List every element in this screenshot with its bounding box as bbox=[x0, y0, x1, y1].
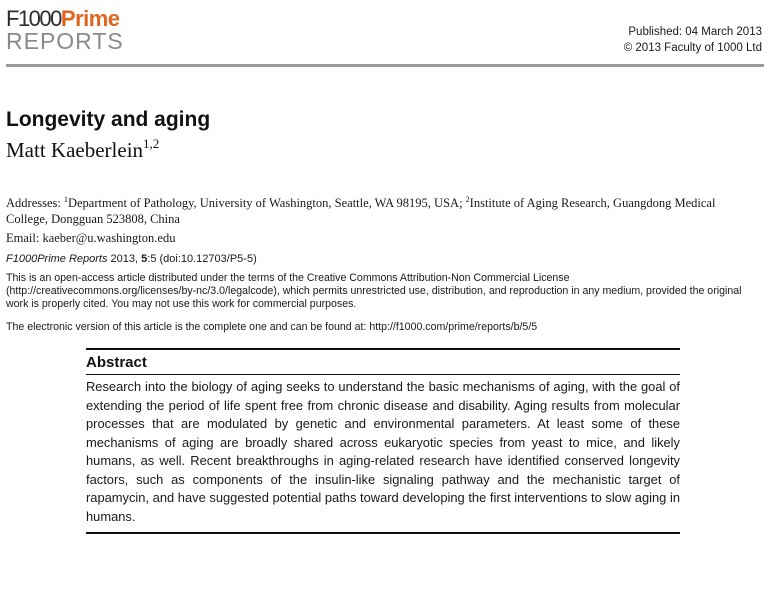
abstract-heading: Abstract bbox=[86, 354, 147, 371]
citation-doi: :5 (doi:10.12703/P5-5) bbox=[147, 253, 257, 265]
citation-line bbox=[6, 253, 257, 265]
logo-wordmark bbox=[6, 8, 146, 30]
journal-logo bbox=[6, 8, 146, 52]
published-date: Published: 04 March 2013 bbox=[628, 26, 762, 38]
abstract-text: Research into the biology of aging seeks to understand the basic mechanisms of aging, with the goal of extending the period of life spent free from chronic disease and disability. Aging results from molecular processes that are modulated by genetic and environmental parameters. At least some of these mechanisms of aging are broadly shared across eukaryotic species from yeast to mice, and likely humans, as well. Recent breakthroughs in aging-related research have identified conserved longevity factors, such as components of the insulin-like signaling pathway and the mechanistic target of rapamycin, and have suggested potential paths toward developing the first interventions to slow aging in humans. bbox=[86, 379, 680, 524]
author-name: Matt Kaeberlein bbox=[6, 138, 144, 162]
copyright-notice: © 2013 Faculty of 1000 Ltd bbox=[623, 42, 762, 54]
abstract-bottom-rule bbox=[86, 532, 680, 534]
citation-journal: F1000Prime Reports bbox=[6, 253, 108, 265]
header-divider bbox=[6, 64, 764, 67]
citation-year: 2013, bbox=[107, 253, 142, 265]
article-author bbox=[6, 136, 159, 163]
address2-mark: 2 bbox=[465, 195, 470, 204]
abstract-top-rule bbox=[86, 348, 680, 350]
publication-info bbox=[624, 24, 762, 56]
addresses-label: Addresses: bbox=[6, 196, 64, 210]
license-statement: This is an open-access article distributed under the terms of the Creative Commons Attribution-Non Commercial License (http://creativecommons.org/licenses/by-nc/3.0/legalcode), which permits unrestricted use, distribution, and reproduction in any medium, provided the original work is properly cited. You may not use this work for commercial purposes. bbox=[6, 272, 742, 310]
address2-text: Institute of Aging Research, Guangdong Medical College, Dongguan 523808, China bbox=[6, 196, 716, 226]
logo-prime: Prime bbox=[60, 6, 120, 31]
author-addresses bbox=[6, 192, 756, 227]
abstract-heading-rule bbox=[86, 374, 680, 375]
citation-volume: 5 bbox=[141, 253, 148, 265]
logo-f1000: F1000 bbox=[6, 6, 61, 31]
address1-mark: 1 bbox=[63, 195, 68, 204]
logo-reports: REPORTS bbox=[6, 28, 124, 54]
electronic-version-note: The electronic version of this article is the complete one and can be found at: http://f1000.com/prime/reports/b/5/5 bbox=[6, 321, 538, 333]
address1-text: Department of Pathology, University of Washington, Seattle, WA 98195, USA; bbox=[67, 196, 466, 210]
abstract-section bbox=[86, 348, 680, 534]
author-affiliation-marks: 1,2 bbox=[143, 136, 160, 151]
author-email[interactable]: Email: kaeber@u.washington.edu bbox=[6, 231, 176, 245]
article-title: Longevity and aging bbox=[6, 108, 211, 131]
